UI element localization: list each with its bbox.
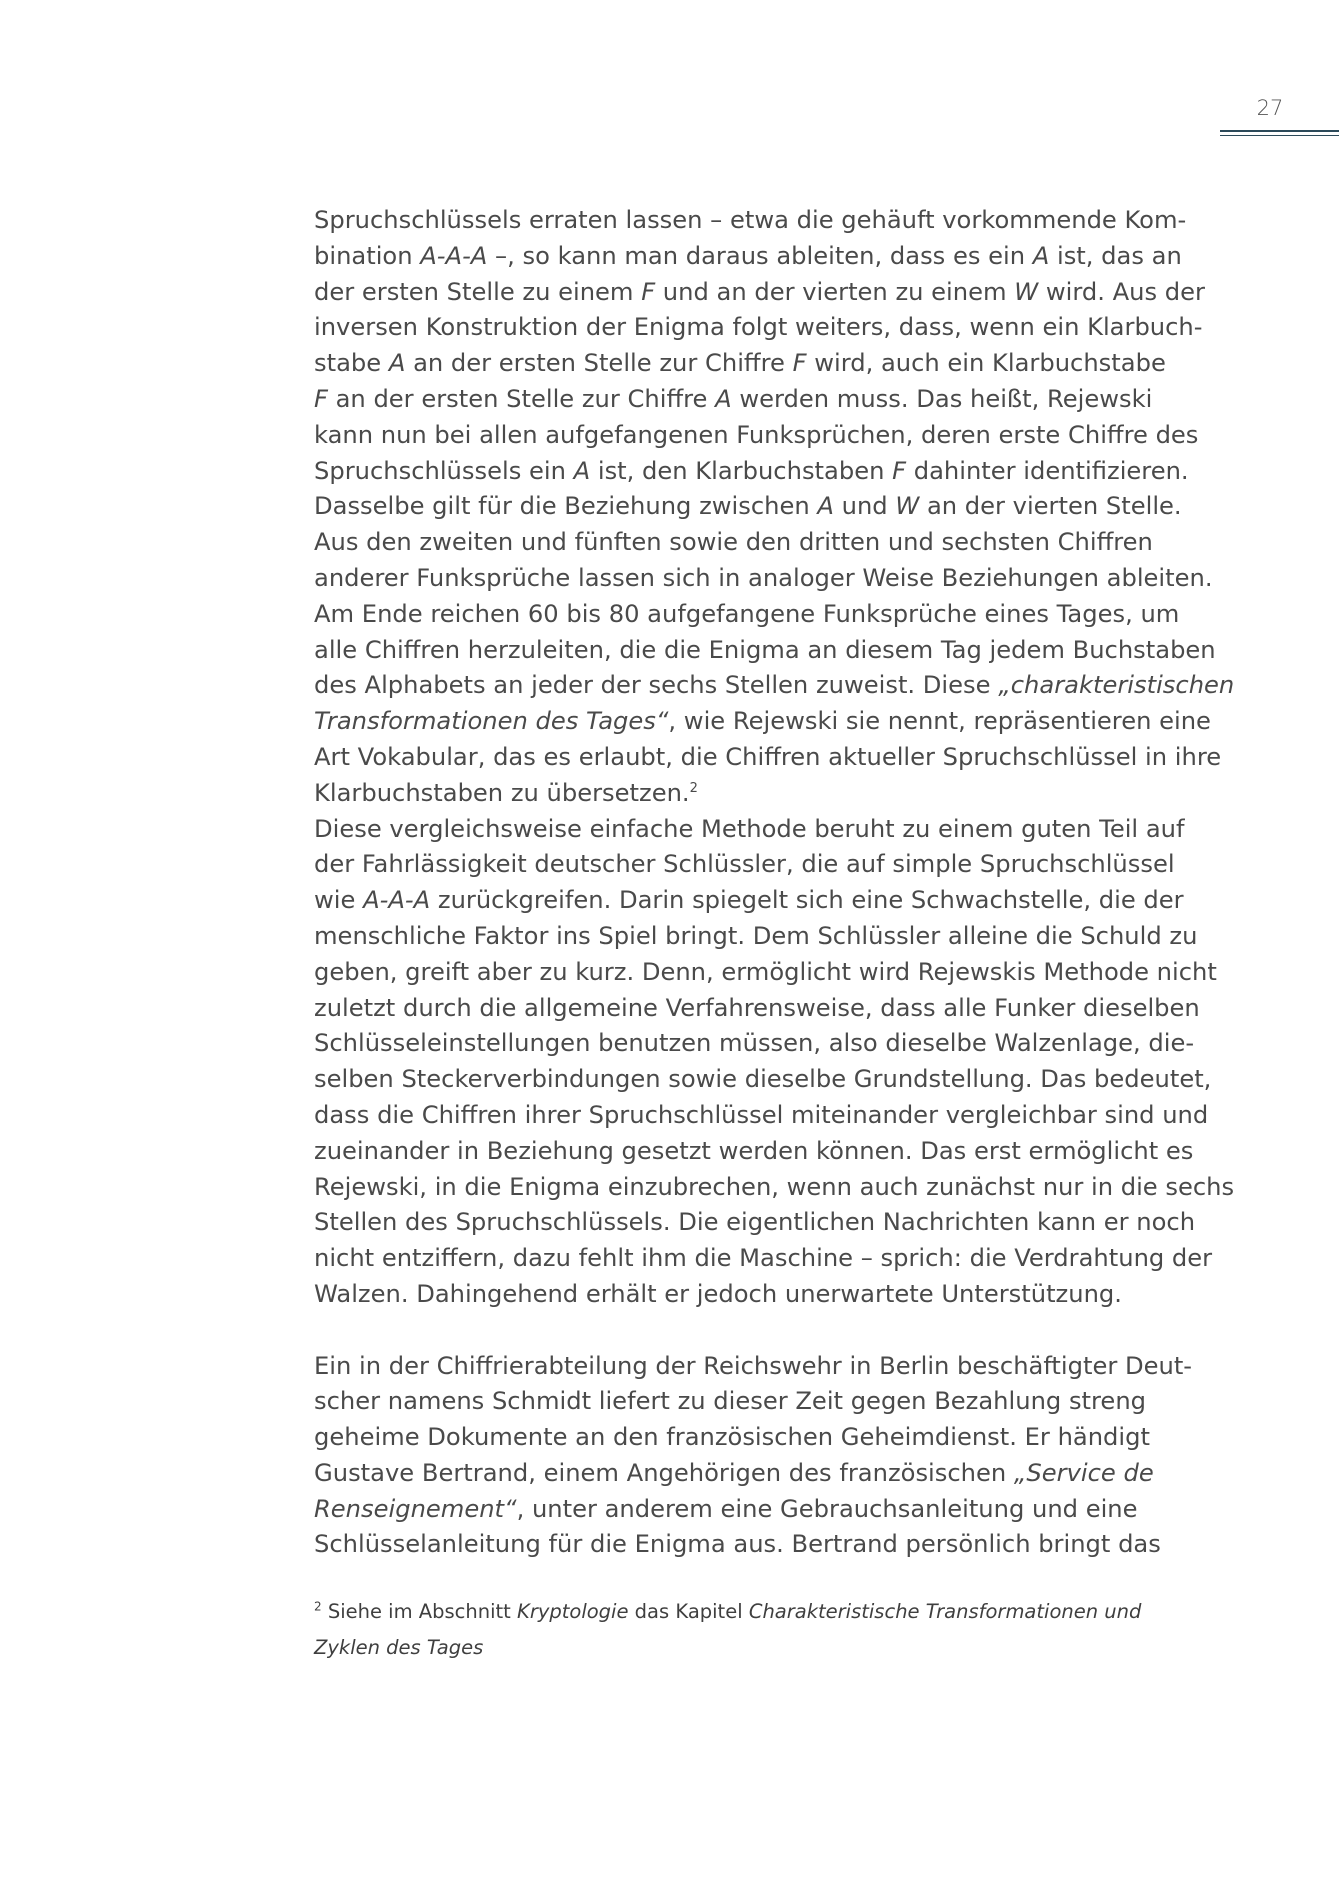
- text-line: Transformationen des Tages“, wie Rejewski sie nennt, repräsentieren eine: [314, 707, 1211, 736]
- italic-text: Zyklen des Tages: [314, 1635, 484, 1659]
- italic-text: A: [388, 349, 406, 378]
- text-line: der ersten Stelle zu einem F und an der vierten zu einem W wird. Aus der: [314, 277, 1205, 306]
- text-line: geben, greift aber zu kurz. Denn, ermöglicht wird Rejewskis Methode nicht: [314, 957, 1217, 986]
- footnotes: [314, 1597, 1200, 1669]
- text-line: Schlüsselanleitung für die Enigma aus. Bertrand persönlich bringt das: [314, 1530, 1161, 1559]
- paragraph-gap: [314, 1313, 1200, 1349]
- text-line: nicht entziffern, dazu fehlt ihm die Maschine – sprich: die Verdrahtung der: [314, 1244, 1213, 1273]
- text-line: Diese vergleichsweise einfache Methode beruht zu einem guten Teil auf: [314, 814, 1185, 843]
- text-line: Rejewski, in die Enigma einzubrechen, wenn auch zunächst nur in die sechs: [314, 1172, 1235, 1201]
- italic-text: A: [1032, 241, 1050, 270]
- text-line: Klarbuchstaben zu übersetzen.$^2$: [314, 778, 698, 807]
- text-line: zueinander in Beziehung gesetzt werden können. Das erst ermöglicht es: [314, 1136, 1194, 1165]
- italic-text: „charakteristischen: [998, 671, 1235, 700]
- italic-text: Renseignement“: [314, 1494, 517, 1523]
- text-line: Art Vokabular, das es erlaubt, die Chiffren aktueller Spruchschlüssel in ihre: [314, 742, 1222, 771]
- text-line: anderer Funksprüche lassen sich in analoger Weise Beziehungen ableiten.: [314, 563, 1213, 592]
- italic-text: A: [573, 456, 591, 485]
- text-line: menschliche Faktor ins Spiel bringt. Dem Schlüssler alleine die Schuld zu: [314, 921, 1198, 950]
- italic-text: Charakteristische Transformationen und: [748, 1600, 1142, 1623]
- italic-text: Kryptologie: [517, 1600, 629, 1623]
- text-line: stabe A an der ersten Stelle zur Chiffre F wird, auch ein Klarbuchstabe: [314, 349, 1166, 378]
- text-line: selben Steckerverbindungen sowie dieselbe Grundstellung. Das bedeutet,: [314, 1065, 1212, 1094]
- text-line: zuletzt durch die allgemeine Verfahrensweise, dass alle Funker dieselben: [314, 993, 1200, 1022]
- header-rule-thin: [1220, 135, 1339, 136]
- text-line: kann nun bei allen aufgefangenen Funksprüchen, deren erste Chiffre des: [314, 420, 1199, 449]
- text-line: wie A-A-A zurückgreifen. Darin spiegelt sich eine Schwachstelle, die der: [314, 886, 1184, 915]
- text-line: Dasselbe gilt für die Beziehung zwischen A und W an der vierten Stelle.: [314, 492, 1182, 521]
- text-line: Stellen des Spruchschlüssels. Die eigentlichen Nachrichten kann er noch: [314, 1208, 1196, 1237]
- text-line: Spruchschlüssels ein A ist, den Klarbuchstaben F dahinter identifizieren.: [314, 456, 1189, 485]
- text-line: bination A-A-A –, so kann man daraus ableiten, dass es ein A ist, das an: [314, 241, 1182, 270]
- italic-text: A-A-A: [420, 241, 488, 270]
- text-line: Gustave Bertrand, einem Angehörigen des französischen „Service de: [314, 1458, 1154, 1487]
- text-line: Aus den zweiten und fünften sowie den dritten und sechsten Chiffren: [314, 528, 1153, 557]
- italic-text: „Service de: [1013, 1458, 1154, 1487]
- text-line: Am Ende reichen 60 bis 80 aufgefangene Funksprüche eines Tages, um: [314, 599, 1180, 628]
- text-line: Schlüsseleinstellungen benutzen müssen, also dieselbe Walzenlage, die-: [314, 1029, 1195, 1058]
- text-line: dass die Chiffren ihrer Spruchschlüssel miteinander vergleichbar sind und: [314, 1100, 1209, 1129]
- text-line: Ein in der Chiffrierabteilung der Reichswehr in Berlin beschäftigter Deut-: [314, 1351, 1193, 1380]
- footnote-line: $^2$ Siehe im Abschnitt Kryptologie das Kapitel Charakteristische Transformationen und: [314, 1599, 1142, 1623]
- footnote-marker: 2: [689, 780, 698, 796]
- text-line: geheime Dokumente an den französischen Geheimdienst. Er händigt: [314, 1423, 1150, 1452]
- italic-text: F: [641, 277, 656, 306]
- footnote-line: [314, 1633, 1200, 1669]
- text-line: der Fahrlässigkeit deutscher Schlüssler, die auf simple Spruchschlüssel: [314, 850, 1175, 879]
- page-number: 27: [1256, 96, 1284, 120]
- italic-text: A: [817, 492, 834, 521]
- italic-text: Transformationen des Tages“: [314, 707, 669, 736]
- text-line: Walzen. Dahingehend erhält er jedoch unerwartete Unterstützung.: [314, 1279, 1122, 1308]
- italic-text: W: [1014, 277, 1039, 306]
- footnote-marker: 2: [314, 1599, 322, 1614]
- text-line: scher namens Schmidt liefert zu dieser Zeit gegen Bezahlung streng: [314, 1387, 1147, 1416]
- text-line: Spruchschlüssels erraten lassen – etwa die gehäuft vorkommende Kom-: [314, 206, 1187, 234]
- italic-text: F: [892, 456, 907, 485]
- italic-text: A: [715, 384, 732, 413]
- italic-text: W: [895, 492, 920, 521]
- text-line: inversen Konstruktion der Enigma folgt weiters, dass, wenn ein Klarbuch-: [314, 313, 1203, 342]
- italic-text: F: [314, 384, 328, 413]
- text-line: Renseignement“, unter anderem eine Gebrauchsanleitung und eine: [314, 1494, 1138, 1523]
- italic-text: A-A-A: [363, 886, 431, 915]
- text-line: alle Chiffren herzuleiten, die die Enigma an diesem Tag jedem Buchstaben: [314, 635, 1216, 664]
- italic-text: F: [792, 349, 807, 378]
- text-line: des Alphabets an jeder der sechs Stellen zuweist. Diese „charakteristischen: [314, 671, 1235, 700]
- body-text: [314, 203, 1235, 1563]
- text-line: F an der ersten Stelle zur Chiffre A werden muss. Das heißt, Rejewski: [314, 384, 1153, 413]
- header-rule-thick: [1220, 130, 1339, 132]
